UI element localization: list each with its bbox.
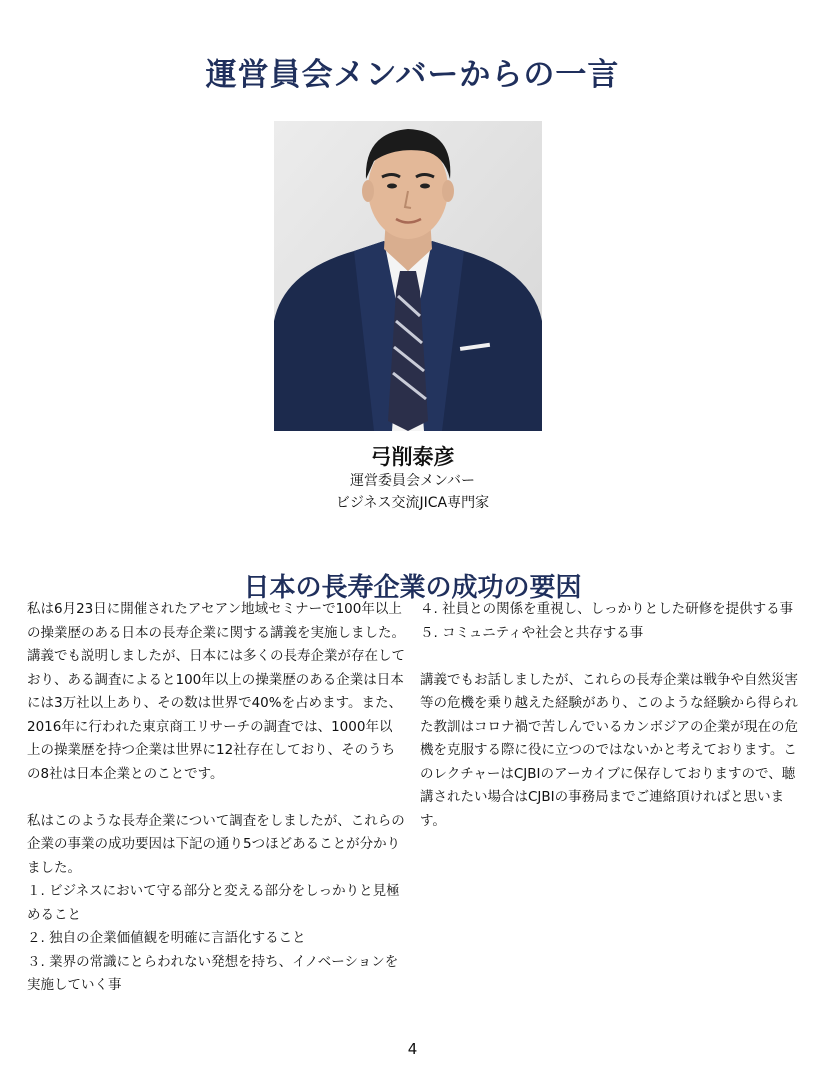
article-paragraph: 私はこのような長寿企業について調査をしましたが、これらの企業の事業の成功要因は下記の通り5つほどあることが分かりました。 xyxy=(27,812,405,876)
page-title: 運営員会メンバーからの一言 xyxy=(205,56,620,93)
person-name: 弓削泰彦 xyxy=(370,445,455,469)
article-column-left xyxy=(27,598,405,998)
page-number: 4 xyxy=(407,1040,418,1058)
list-item: ２. 独自の企業価値観を明確に言語化すること xyxy=(27,930,306,946)
person-role: 運営委員会メンバー xyxy=(349,473,476,489)
article-paragraph: 講義でもお話しましたが、これらの長寿企業は戦争や自然災害等の危機を乗り越えた経験があり、このような経験から得られた教訓はコロナ禍で苦しんでいるカンボジアの企業が現在の危機を克服する際に役に立つのではないかと考えております。このレクチャーはCJBIのアーカイブに保存しておりますので、聴講されたい場合はCJBIの事務局までご連絡頂ければと思います。 xyxy=(420,671,798,829)
list-item: ５. コミュニティや社会と共存する事 xyxy=(420,624,644,641)
list-item: ４. 社員との関係を重視し、しっかりとした研修を提供する事 xyxy=(420,601,794,617)
list-item: ３. 業界の常識にとらわれない発想を持ち、イノベーションを実施していく事 xyxy=(27,953,399,993)
profile-photo xyxy=(274,121,542,431)
person-affiliation: ビジネス交流JICA専門家 xyxy=(335,495,490,511)
article-paragraph: 私は6月23日に開催されたアセアン地域セミナーで100年以上の操業歴のある日本の長寿企業に関する講義を実施しました。講義でも説明しましたが、日本には多くの長寿企業が存在しており、ある調査によると100年以上の操業歴のある企業は日本には3万社以上あり、その数は世界で40%を占めます。また、2016年に行われた東京商工リサーチの調査では、1000年以上の操業歴を持つ企業は世界に12社存在しており、そのうちの8社は日本企業とのことです。 xyxy=(27,601,405,782)
article-title: 日本の長寿企業の成功の要因 xyxy=(243,572,582,603)
list-item: １. ビジネスにおいて守る部分と変える部分をしっかりと見極めること xyxy=(27,883,400,923)
article-column-right xyxy=(420,598,804,833)
